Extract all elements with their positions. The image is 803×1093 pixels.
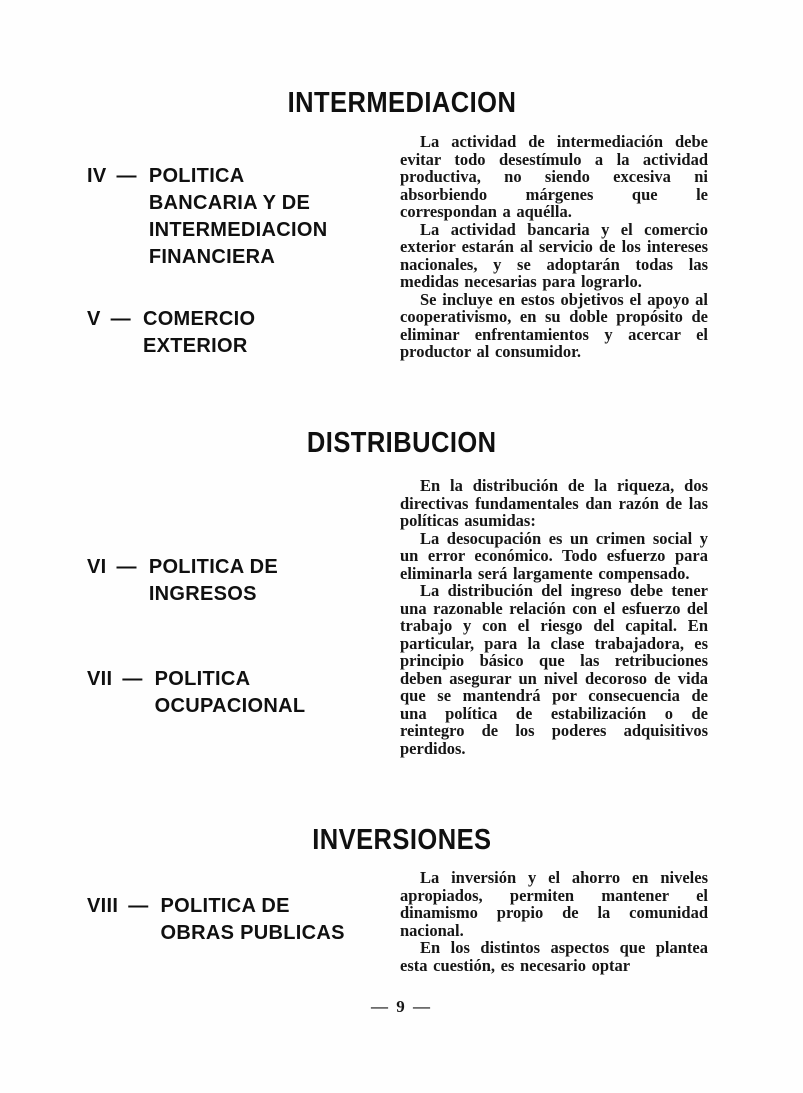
section-heading-distribucion bbox=[0, 426, 803, 460]
outline-dash: — bbox=[122, 668, 143, 690]
outline-title-line: BANCARIA Y DE bbox=[148, 192, 311, 214]
outline-item-vii-politica-ocupacional bbox=[87, 666, 305, 720]
outline-title bbox=[149, 163, 328, 271]
body-paragraph: En la distribución de la riqueza, dos directivas fundamentales dan razón de las políticas asumidas: bbox=[400, 476, 708, 530]
page-number: — 9 — bbox=[371, 997, 432, 1016]
outline-title bbox=[143, 306, 255, 360]
outline-title-line: EXTERIOR bbox=[142, 335, 248, 357]
body-paragraph: En los distintos aspectos que plantea esta cuestión, es necesario optar bbox=[400, 938, 708, 975]
outline-numeral: V bbox=[87, 308, 101, 330]
outline-title bbox=[155, 666, 306, 720]
outline-dash: — bbox=[116, 165, 137, 187]
body-paragraph: La actividad de intermediación debe evitar todo desestímulo a la actividad productiva, no siendo excesiva ni absorbiendo márgenes que le correspondan a aquélla. bbox=[400, 132, 708, 221]
section-heading-text: INVERSIONES bbox=[311, 824, 492, 856]
outline-title-line: FINANCIERA bbox=[148, 246, 276, 268]
outline-title bbox=[161, 893, 345, 947]
outline-item-iv-politica-bancaria bbox=[87, 163, 327, 271]
outline-title-line: OBRAS PUBLICAS bbox=[160, 922, 345, 944]
outline-item-viii-politica-obras-publicas bbox=[87, 893, 345, 947]
outline-numeral: IV bbox=[87, 165, 107, 187]
outline-dash: — bbox=[128, 895, 149, 917]
body-column-intermediacion bbox=[400, 133, 708, 361]
outline-title bbox=[149, 554, 278, 608]
body-paragraph: Se incluye en estos objetivos el apoyo al cooperativismo, en su doble propósito de eliminar enfrentamientos y acercar el productor al consumidor. bbox=[400, 289, 708, 361]
outline-title-line: OCUPACIONAL bbox=[154, 695, 306, 717]
outline-title-line: COMERCIO bbox=[142, 308, 256, 330]
outline-title-line: INTERMEDIACION bbox=[148, 219, 328, 241]
section-heading-text: INTERMEDIACION bbox=[287, 87, 516, 119]
outline-title-line: INGRESOS bbox=[148, 583, 257, 605]
outline-title-line: POLITICA bbox=[154, 668, 251, 690]
body-paragraph: La actividad bancaria y el comercio exterior estarán al servicio de los intereses nacionales, y se adoptarán todas las medidas necesarias para lograrlo. bbox=[400, 219, 708, 291]
outline-title-line: POLITICA bbox=[148, 165, 245, 187]
body-paragraph: La inversión y el ahorro en niveles apropiados, permiten mantener el dinamismo propio de la comunidad nacional. bbox=[400, 868, 708, 940]
outline-numeral: VI bbox=[87, 556, 107, 578]
outline-numeral: VII bbox=[87, 668, 113, 690]
body-paragraph: La desocupación es un crimen social y un error económico. Todo esfuerzo para eliminarla será largamente compensado. bbox=[400, 528, 708, 583]
section-heading-inversiones bbox=[0, 823, 803, 857]
outline-item-vi-politica-de-ingresos bbox=[87, 554, 278, 608]
outline-item-v-comercio-exterior bbox=[87, 306, 255, 360]
outline-numeral: VIII bbox=[87, 895, 119, 917]
body-paragraph: La distribución del ingreso debe tener una razonable relación con el esfuerzo del trabajo y con el riesgo del capital. En particular, para la clase trabajadora, es principio básico que las retribuciones deben asegurar un nivel decoroso de vida que se mantendrá por consecuencia de una política de estabilización o de reintegro de los poderes adquisitivos perdidos. bbox=[400, 581, 708, 758]
section-heading-text: DISTRIBUCION bbox=[306, 427, 497, 459]
outline-dash: — bbox=[116, 556, 137, 578]
section-heading-intermediacion bbox=[0, 86, 803, 120]
outline-title-line: POLITICA DE bbox=[160, 895, 290, 917]
outline-title-line: POLITICA DE bbox=[148, 556, 279, 578]
body-column-distribucion bbox=[400, 477, 708, 757]
outline-dash: — bbox=[110, 308, 131, 330]
body-column-inversiones bbox=[400, 869, 708, 974]
